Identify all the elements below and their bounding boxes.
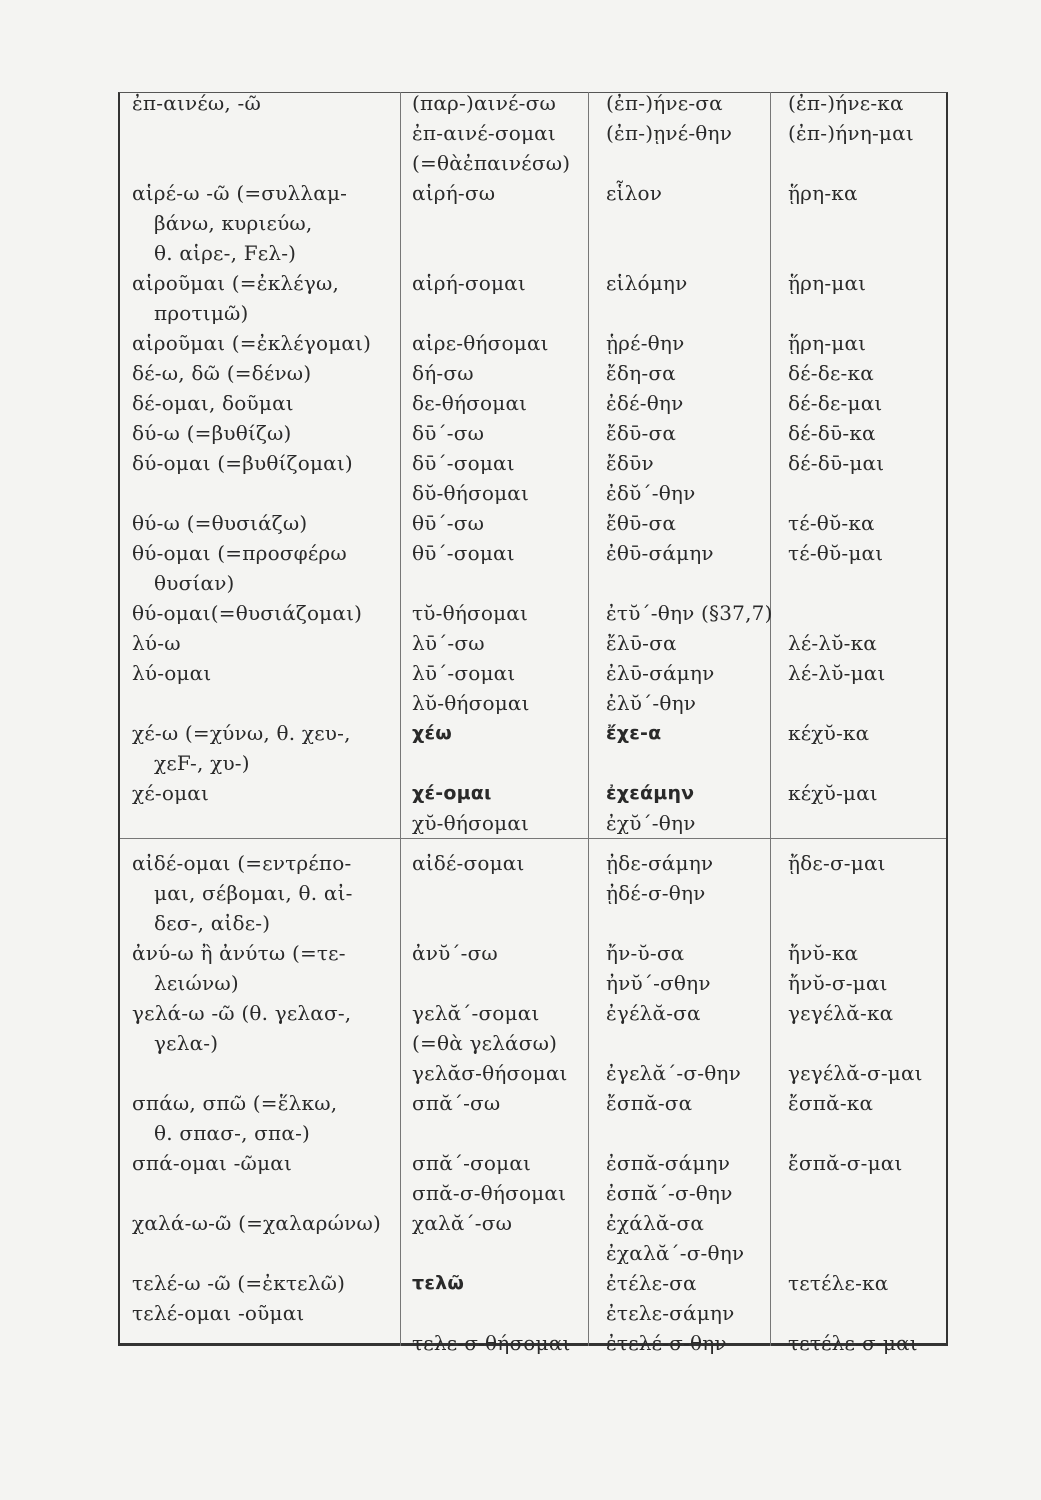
table-cell-c2: δῠ-θήσομαι xyxy=(412,481,530,505)
table-cell-c4: ᾔδε-σ-μαι xyxy=(788,851,886,875)
table-cell-c2: τῠ-θήσομαι xyxy=(412,601,529,625)
table-cell-c4: ᾕρη-κα xyxy=(788,181,858,205)
table-cell-c4: δέ-δε-μαι xyxy=(788,391,883,415)
table-cell-c4: ἔσπᾰ-κα xyxy=(788,1091,874,1115)
table-cell-c1: λειώνω) xyxy=(154,971,239,995)
table-cell-c4: ἤνῠ-κα xyxy=(788,941,859,965)
table-row xyxy=(120,148,946,178)
table-cell-c4: τέ-θῠ-μαι xyxy=(788,541,884,565)
table-cell-c2: χέ-ομαι xyxy=(412,782,492,804)
table-cell-c1: θύ-ομαι (=προσφέρω xyxy=(132,541,347,565)
table-cell-c4: κέχῠ-κα xyxy=(788,721,870,745)
table-cell-c1: σπά-ομαι -ῶμαι xyxy=(132,1151,293,1175)
table-cell-c2: ἀνῠ΄-σω xyxy=(412,941,498,965)
table-cell-c3: ἔδῡν xyxy=(606,451,654,475)
table-row xyxy=(120,1298,946,1328)
table-row xyxy=(120,1328,946,1358)
table-row xyxy=(120,688,946,718)
table-cell-c1: δεσ-, αἰδε-) xyxy=(154,911,271,935)
table-cell-c4: τέ-θῠ-κα xyxy=(788,511,875,535)
table-cell-c1: αἰδέ-ομαι (=εντρέπο- xyxy=(132,851,352,875)
table-cell-c1: αἱρέ-ω -ῶ (=συλλαμ- xyxy=(132,181,348,205)
table-cell-c1: χέ-ομαι xyxy=(132,781,210,805)
table-cell-c2: σπᾰ-σ-θήσομαι xyxy=(412,1181,567,1205)
table-cell-c1: δέ-ω, δῶ (=δένω) xyxy=(132,361,312,385)
table-cell-c1: θύ-ω (=θυσιάζω) xyxy=(132,511,308,535)
table-cell-c3: ἐχαλᾰ΄-σ-θην xyxy=(606,1241,745,1265)
table-cell-c2: τελε-σ-θήσομαι xyxy=(412,1331,571,1355)
table-cell-c2: αἱρε-θήσομαι xyxy=(412,331,549,355)
table-row xyxy=(120,598,946,628)
table-row xyxy=(120,478,946,508)
table-cell-c4: (ἐπ-)ήνε-κα xyxy=(788,91,904,115)
table-cell-c1: θ. σπασ-, σπα-) xyxy=(154,1121,311,1145)
table-row xyxy=(120,1028,946,1058)
table-cell-c2: χέω xyxy=(412,722,452,744)
table-cell-c2: δῡ΄-σομαι xyxy=(412,451,515,475)
table-row xyxy=(120,1118,946,1148)
table-row xyxy=(120,1148,946,1178)
table-row xyxy=(120,418,946,448)
table-cell-c2: αἱρή-σομαι xyxy=(412,271,526,295)
table-cell-c4: (ἐπ-)ήνη-μαι xyxy=(788,121,914,145)
table-cell-c3: ἐθῡ-σάμην xyxy=(606,541,714,565)
table-cell-c2: θῡ΄-σω xyxy=(412,511,485,535)
table-cell-c2: χῠ-θήσομαι xyxy=(412,811,530,835)
table-row xyxy=(120,268,946,298)
table-row xyxy=(120,658,946,688)
table-cell-c4: ἤνῠ-σ-μαι xyxy=(788,971,888,995)
table-cell-c3: ἔλῡ-σα xyxy=(606,631,677,655)
table-cell-c4: κέχῠ-μαι xyxy=(788,781,878,805)
table-cell-c2: λῠ-θήσομαι xyxy=(412,691,530,715)
table-cell-c3: ἔθῡ-σα xyxy=(606,511,677,535)
table-cell-c3: ἐγέλᾰ-σα xyxy=(606,1001,701,1025)
table-cell-c3: ἐλῡ-σάμην xyxy=(606,661,715,685)
table-cell-c3: ᾐδέ-σ-θην xyxy=(606,881,706,905)
table-cell-c3: ᾑρέ-θην xyxy=(606,331,685,355)
table-cell-c2: θῡ΄-σομαι xyxy=(412,541,515,565)
table-cell-c3: ἐσπᾰ΄-σ-θην xyxy=(606,1181,733,1205)
table-cell-c1: θυσίαν) xyxy=(154,571,235,595)
table-cell-c3: ἔδῡ-σα xyxy=(606,421,677,445)
table-cell-c1: θ. αἱρε-, Fελ-) xyxy=(154,241,297,265)
table-cell-c4: τετέλε-σ-μαι xyxy=(788,1331,918,1355)
table-row xyxy=(120,998,946,1028)
table-cell-c3: ἔσπᾰ-σα xyxy=(606,1091,693,1115)
table-row xyxy=(120,1178,946,1208)
table-cell-c1: αἱροῦμαι (=ἐκλέγω, xyxy=(132,271,340,295)
table-row xyxy=(120,938,946,968)
table-cell-c3: ἐδέ-θην xyxy=(606,391,684,415)
table-row xyxy=(120,178,946,208)
table-cell-c3: ἔχε-α xyxy=(606,722,662,744)
table-row xyxy=(120,908,946,938)
table-cell-c1: γελά-ω -ῶ (θ. γελασ-, xyxy=(132,1001,352,1025)
table-cell-c1: αἱροῦμαι (=ἐκλέγομαι) xyxy=(132,331,372,355)
table-cell-c2: δῡ΄-σω xyxy=(412,421,485,445)
table-cell-c4: ἔσπᾰ-σ-μαι xyxy=(788,1151,903,1175)
table-row xyxy=(120,298,946,328)
table-cell-c1: δύ-ω (=βυθίζω) xyxy=(132,421,292,445)
table-row xyxy=(120,848,946,878)
table-row xyxy=(120,1058,946,1088)
table-row xyxy=(120,358,946,388)
table-cell-c1: ἐπ-αινέω, -ῶ xyxy=(132,91,261,115)
table-cell-c2: (=θὰ γελάσω) xyxy=(412,1031,558,1055)
table-cell-c4: δέ-δῡ-κα xyxy=(788,421,876,445)
table-cell-c1: λύ-ω xyxy=(132,631,181,655)
table-cell-c3: (ἐπ-)ήνε-σα xyxy=(606,91,723,115)
table-cell-c2: χαλᾰ΄-σω xyxy=(412,1211,513,1235)
table-row xyxy=(120,508,946,538)
table-cell-c2: (παρ-)αινέ-σω xyxy=(412,91,556,115)
table-cell-c4: τετέλε-κα xyxy=(788,1271,889,1295)
table-cell-c2: αἱρή-σω xyxy=(412,181,496,205)
table-cell-c3: εἷλον xyxy=(606,181,663,205)
table-cell-c4: λέ-λῠ-κα xyxy=(788,631,877,655)
table-cell-c3: εἱλόμην xyxy=(606,271,688,295)
table-cell-c2: ἐπ-αινέ-σομαι xyxy=(412,121,556,145)
table-row xyxy=(120,208,946,238)
table-cell-c2: γελᾰσ-θήσομαι xyxy=(412,1061,568,1085)
table-cell-c2: τελῶ xyxy=(412,1272,465,1294)
table-cell-c1: ἀνύ-ω ἢ ἀνύτω (=τε- xyxy=(132,941,346,965)
table-cell-c3: ἐσπᾰ-σάμην xyxy=(606,1151,731,1175)
table-cell-c3: ἐτελέ-σ-θην xyxy=(606,1331,727,1355)
table-row xyxy=(120,778,946,808)
table-cell-c4: δέ-δε-κα xyxy=(788,361,874,385)
table-cell-c3: ἐτέλε-σα xyxy=(606,1271,697,1295)
table-row xyxy=(120,448,946,478)
table-cell-c2: αἰδέ-σομαι xyxy=(412,851,525,875)
table-row xyxy=(120,388,946,418)
table-cell-c1: δύ-ομαι (=βυθίζομαι) xyxy=(132,451,353,475)
table-row xyxy=(120,118,946,148)
table-cell-c2: (=θὰἐπαινέσω) xyxy=(412,151,571,175)
table-cell-c1: γελα-) xyxy=(154,1031,219,1055)
table-row xyxy=(120,328,946,358)
table-cell-c2: σπᾰ΄-σω xyxy=(412,1091,501,1115)
table-row xyxy=(120,878,946,908)
table-cell-c4: γεγέλᾰ-σ-μαι xyxy=(788,1061,923,1085)
table-row xyxy=(120,808,946,838)
table-row xyxy=(120,568,946,598)
table-cell-c1: σπάω, σπῶ (=ἕλκω, xyxy=(132,1091,338,1115)
table-row xyxy=(120,1088,946,1118)
table-row xyxy=(120,968,946,998)
table-cell-c3: ἐχάλᾰ-σα xyxy=(606,1211,705,1235)
table-cell-c1: δέ-ομαι, δοῦμαι xyxy=(132,391,294,415)
table-cell-c2: λῡ΄-σω xyxy=(412,631,485,655)
table-cell-c1: θύ-ομαι(=θυσιάζομαι) xyxy=(132,601,363,625)
table-cell-c1: χαλά-ω-ῶ (=χαλαρώνω) xyxy=(132,1211,381,1235)
table-cell-c3: ἐγελᾰ΄-σ-θην xyxy=(606,1061,741,1085)
table-cell-c4: ᾕρη-μαι xyxy=(788,271,867,295)
table-row xyxy=(120,748,946,778)
table-cell-c3: ἐχῠ΄-θην xyxy=(606,811,696,835)
table-cell-c1: χέ-ω (=χύνω, θ. χευ-, xyxy=(132,721,351,745)
table-cell-c4: δέ-δῡ-μαι xyxy=(788,451,885,475)
table-row xyxy=(120,1238,946,1268)
table-cell-c3: ἐλῠ΄-θην xyxy=(606,691,697,715)
section-divider xyxy=(120,838,946,839)
table-cell-c3: (ἐπ-)ῃνέ-θην xyxy=(606,121,733,145)
table-cell-c3: ἤν-ῠ-σα xyxy=(606,941,685,965)
table-cell-c3: ἐτῠ΄-θην (§37,7) xyxy=(606,601,773,625)
table-cell-c3: ἐδῠ΄-θην xyxy=(606,481,696,505)
table-cell-c1: λύ-ομαι xyxy=(132,661,212,685)
table-cell-c3: ἔδη-σα xyxy=(606,361,676,385)
table-cell-c2: δή-σω xyxy=(412,361,474,385)
table-cell-c2: δε-θήσομαι xyxy=(412,391,528,415)
table-row xyxy=(120,1208,946,1238)
table-cell-c3: ἐτελε-σάμην xyxy=(606,1301,735,1325)
table-cell-c1: τελέ-ομαι -οῦμαι xyxy=(132,1301,305,1325)
table-cell-c4: γεγέλᾰ-κα xyxy=(788,1001,894,1025)
table-row xyxy=(120,628,946,658)
table-cell-c1: προτιμῶ) xyxy=(154,301,249,325)
table-cell-c3: ἠνῠ΄-σθην xyxy=(606,971,711,995)
table-cell-c4: ᾕρη-μαι xyxy=(788,331,867,355)
table-cell-c2: γελᾰ΄-σομαι xyxy=(412,1001,540,1025)
table-cell-c3: ἐχεάμην xyxy=(606,782,695,804)
table-row xyxy=(120,238,946,268)
table-cell-c1: βάνω, κυριεύω, xyxy=(154,211,313,235)
table-cell-c1: μαι, σέβομαι, θ. αἰ- xyxy=(154,881,353,905)
table-cell-c1: χεF-, χυ-) xyxy=(154,751,250,775)
table-row xyxy=(120,718,946,748)
table-cell-c2: λῡ΄-σομαι xyxy=(412,661,516,685)
table-row xyxy=(120,538,946,568)
table-row xyxy=(120,1268,946,1298)
table-cell-c4: λέ-λῠ-μαι xyxy=(788,661,886,685)
table-cell-c2: σπᾰ΄-σομαι xyxy=(412,1151,532,1175)
table-cell-c3: ᾐδε-σάμην xyxy=(606,851,714,875)
table-row xyxy=(120,88,946,118)
table-cell-c1: τελέ-ω -ῶ (=ἐκτελῶ) xyxy=(132,1271,346,1295)
